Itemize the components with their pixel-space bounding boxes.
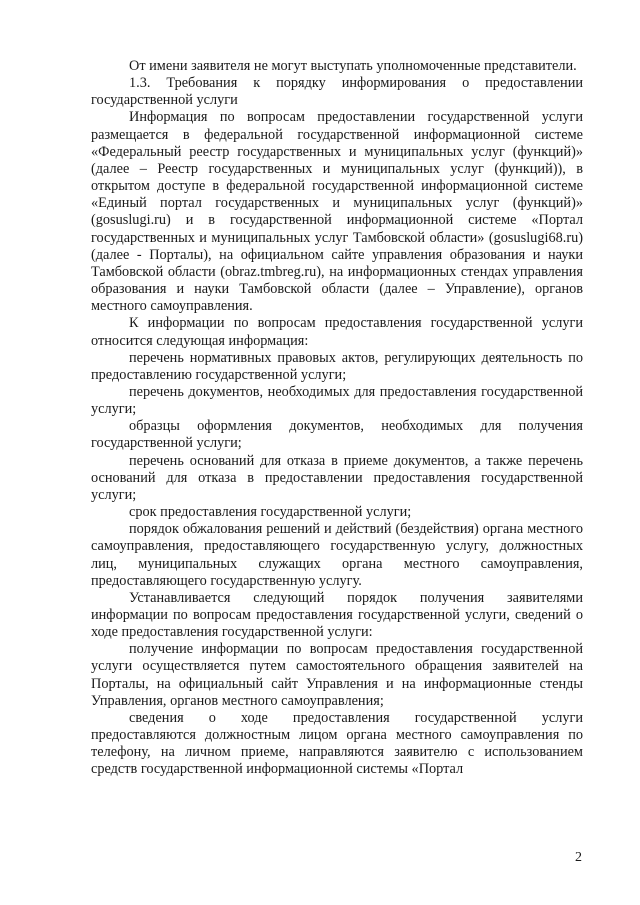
paragraph: Устанавливается следующий порядок получения заявителями информации по вопросам предоставления государственной услуги, сведений о ходе предоставления государственной услуги: <box>91 589 583 641</box>
paragraph: Информация по вопросам предоставлении государственной услуги размещается в федеральной государственной информационной системе «Федеральный реестр государственных и муниципальных услуг (функций)» (далее – Реестр государственных и муниципальных услуг (функций)), в открытом доступе в федеральной государственной информационной системе «Единый портал государственных и муниципальных услуг (функций)» (gosuslugi.ru) и в государственной информационной системе «Портал государственных и муниципальных услуг Тамбовской области» (gosuslugi68.ru) (далее - Порталы), на официальном сайте управления образования и науки Тамбовской области (obraz.tmbreg.ru), на информационных стендах управления образования и науки Тамбовской области (далее – Управление), органов местного самоуправления. <box>91 109 583 315</box>
list-item: получение информации по вопросам предоставления государственной услуги осуществляется путем самостоятельного обращения заявителей на Порталы, на официальный сайт Управления и на информационные стенды Управления, органов местного самоуправления; <box>91 641 583 709</box>
list-item: сведения о ходе предоставления государственной услуги предоставляются должностным лицом органа местного самоуправления по телефону, на личном приеме, направляются заявителю с использованием средств государственной информационной системы «Портал <box>91 709 583 778</box>
page-number: 2 <box>575 850 582 865</box>
list-item: срок предоставления государственной услуги; <box>129 504 412 521</box>
section-heading: 1.3. Требования к порядку информирования о предоставлении государственной услуги <box>91 75 583 109</box>
paragraph: От имени заявителя не могут выступать уполномоченные представители. <box>129 58 577 74</box>
paragraph: К информации по вопросам предоставления государственной услуги относится следующая информация: <box>91 315 583 349</box>
list-item: перечень оснований для отказа в приеме документов, а также перечень оснований для отказа в предоставлении предоставления государственной услуги; <box>91 452 583 503</box>
list-item: перечень документов, необходимых для предоставления государственной услуги; <box>91 383 583 418</box>
list-item: образцы оформления документов, необходимых для получения государственной услуги; <box>91 418 583 452</box>
list-item: порядок обжалования решений и действий (бездействия) органа местного самоуправления, предоставляющего государственную услугу, должностных лиц, муниципальных служащих органа местного самоуправления, предоставляющего государственную услугу. <box>91 521 583 589</box>
list-item: перечень нормативных правовых актов, регулирующих деятельность по предоставлению государственной услуги; <box>91 349 583 383</box>
document-body <box>91 58 583 779</box>
